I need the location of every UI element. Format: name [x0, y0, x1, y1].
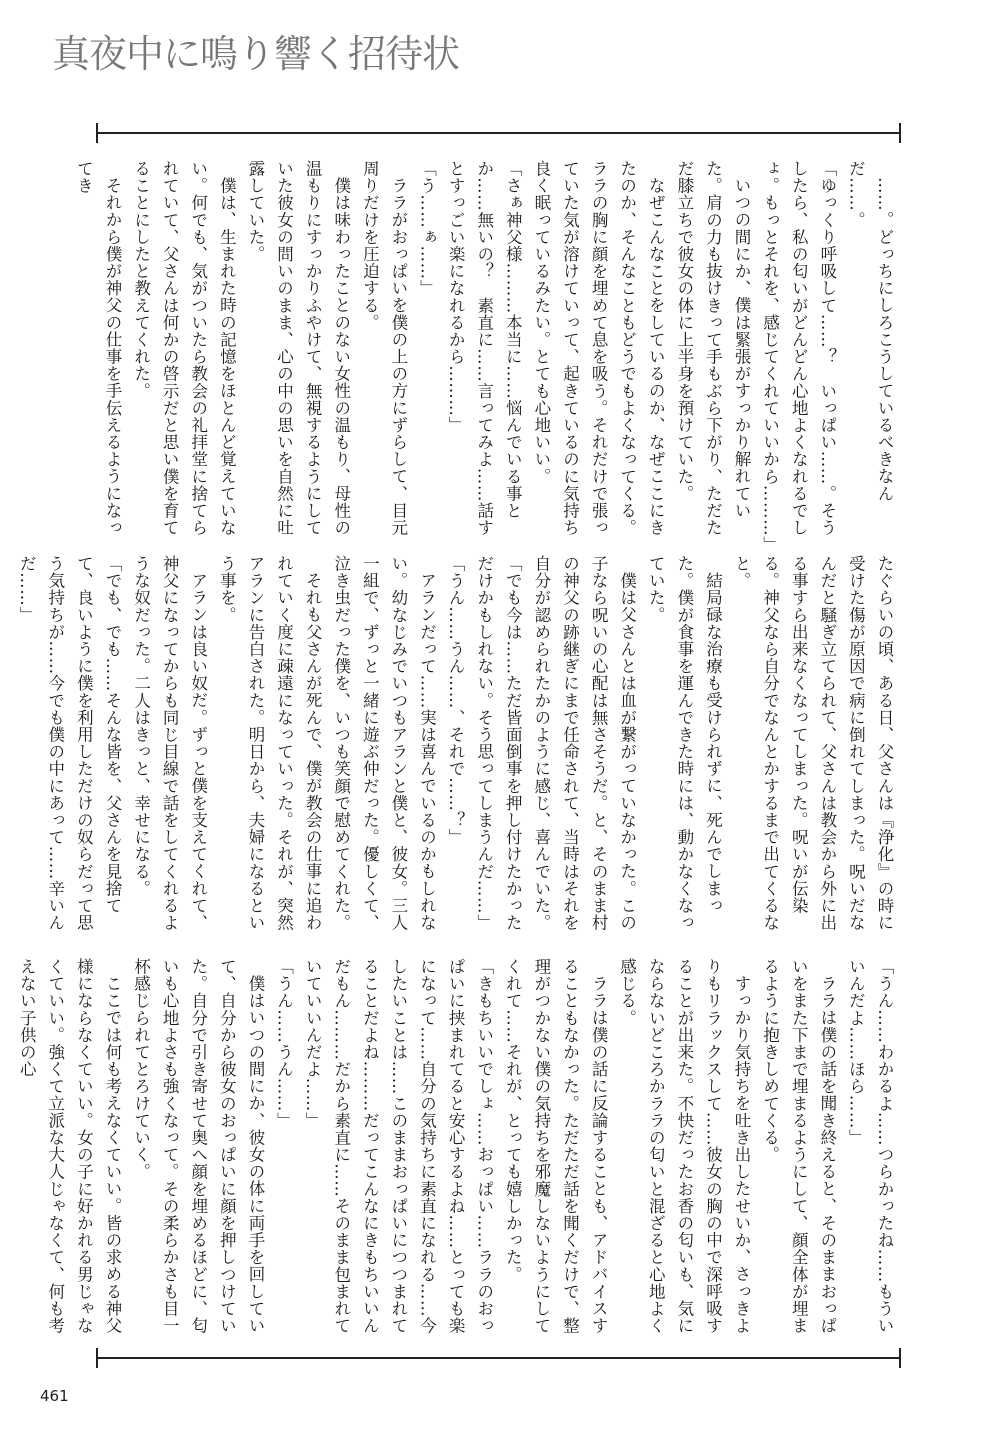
paragraph: 僕はいつの間にか、彼女の体に両手を回していて、自分から彼女のおっぱいに顔を押しつけていた。自分で引き寄せて奥へ顔を埋めるほどに、匂いも心地よさも強くなって。その柔らかさも目一杯感じられてとろけていく。: [131, 958, 265, 1335]
paragraph: たぐらいの頃、ある日、父さんは『浄化』の時に受けた傷が原因で病に倒れてしまった。呪いだなんだと騒ぎ立てられて、父さんは教会から外に出る事すら出来なくなってしまった。呪いが伝染る。神父なら自分でなんとかするまで出てくるなと。: [732, 555, 894, 932]
dialog-line: 「さぁ神父様………本当に……悩んでいる事とか……無いの？ 素直に……言ってみよ……話すとすっごい楽になれるから………」: [446, 160, 523, 537]
paragraph: 僕は味わったことのない女性の温もり、母性の温もりにすっかりふやけて、無視するようにしていた彼女の問いのまま、心の中の思いを自然に吐露していた。: [245, 160, 351, 537]
text-column-2: [17, 555, 898, 945]
dialog-line: 「でも今は……ただ皆面倒事を押し付けたかっただけかもしれない。そう思ってしまうんだ……」: [474, 555, 523, 932]
paragraph: それも父さんが死んで、僕が教会の仕事に追われていく度に疎遠になっていった。それが、突然アランに告白された。明日から、夫婦になるという事を。: [217, 555, 323, 932]
paragraph: 結局碌な治療も受けられずに、死んでしまった。僕が食事を運んできた時には、動かなくなっていた。: [646, 555, 723, 932]
paragraph: ……。どっちにしろこうしているべきなんだ……。: [846, 160, 894, 502]
page-number: 461: [40, 1387, 69, 1405]
text-column-1: [74, 160, 898, 554]
bottom-rule: [96, 1357, 901, 1359]
paragraph: アランだって……実は喜んでいるのかもしれない。幼なじみでいつもアランと僕と、彼女。三人一組で、ずっと一緒に遊ぶ仲だった。優しくて、泣き虫だった僕を、いつも笑顔で慰めてくれた。: [331, 555, 437, 932]
paragraph: アランは良い奴だ。ずっと僕を支えてくれて、神父になってからも同じ目線で話をしてくれるような奴だった。二人はきっと、幸せになる。: [131, 555, 208, 932]
paragraph: いつの間にか、僕は緊張がすっかり解れていた。肩の力も抜けきって手もぶら下がり、ただただ膝立ちで彼女の体に上半身を預けていた。: [674, 160, 752, 537]
paragraph: 僕は父さんとは血が繋がっていなかった。この子なら呪いの心配は無さそうだ。と、そのまま村の神父の跡継ぎにまで任命されて、当時はそれを自分が認められたかのように感じ、喜んでいた。: [531, 555, 637, 932]
paragraph: ララは僕の話に反論することも、アドバイスすることもなかった。ただただ話を聞くだけで、整理がつかない僕の気持ちを邪魔しないようにしてくれて……それが、とっても嬉しかった。: [503, 958, 609, 1335]
dialog-line: 「きもちいいでしょ……おっぱい……ララのおっぱいに挟まれてると安心するよね……とっても楽になって……自分の気持ちに素直になれる……今したいことは……このままおっぱいにつつまれてることだよね………だってこんなにきもちいいんだもん………だから素直に……そのまま包まれていていいんだよ……」: [303, 958, 494, 1335]
paragraph: ララがおっぱいを僕の上の方にずらして、目元周りだけを圧迫する。: [360, 160, 408, 536]
paragraph: それから僕が神父の仕事を手伝えるようになってき: [74, 160, 122, 536]
dialog-line: 「ゆっくり呼吸して……？ いっぱい……。そうしたら、私の匂いがどんどん心地よくなれるでしょ。もっとそれを、感じてくれていいから………」: [760, 160, 837, 554]
dialog-line: 「でも、でも……そんな皆を、父さんを見捨てて、良いように僕を利用しただけの奴らだって思う気持ちが……今でも僕の中にあって……辛いんだ……」: [17, 555, 122, 932]
paragraph: すっかり気持ちを吐き出したせいか、さっきよりもリラックスして……彼女の胸の中で深呼吸することが出来た。不快だったお香の匂いも、気にならないどころかララの匂いと混ざると心地よく感じる。: [617, 958, 752, 1335]
paragraph: ここでは何も考えなくていい。皆の求める神父様にならなくていい。女の子に好かれる男じゃなくていい。強くて立派な大人じゃなくて、何も考えない子供の心: [17, 958, 122, 1335]
book-title: 真夜中に鳴り響く招待状: [52, 32, 460, 76]
dialog-line: 「うん……わかるよ……つらかったね……もういいんだよ……ほら……」: [846, 958, 894, 1335]
paragraph: 僕は、生まれた時の記憶をほとんど覚えていない。何でも、気がついたら教会の礼拝堂に捨てられていて、父さんは何かの啓示だと思い僕を育てることにしたと教えてくれた。: [131, 160, 237, 537]
dialog-line: 「うん……うん……、それで……？」: [446, 555, 466, 846]
paragraph: なぜこんなことをしているのか、なぜここにきたのか、そんなこともどうでもよくなってくる。ララの胸に顔を埋めて息を吸う。それだけで張っていた気が溶けていって、起きているのに気持ち良く眠っているみたい。とても心地いい。: [531, 160, 666, 537]
dialog-line: 「うん……うん……」: [274, 958, 294, 1129]
dialog-line: 「う……ぁ……」: [417, 160, 437, 297]
paragraph: ララは僕の話を聞き終えると、そのままおっぱいをまた下まで埋まるようにして、顔全体が埋まるように抱きしめてくる。: [760, 958, 837, 1335]
top-rule: [96, 132, 901, 134]
text-column-3: [17, 958, 898, 1348]
